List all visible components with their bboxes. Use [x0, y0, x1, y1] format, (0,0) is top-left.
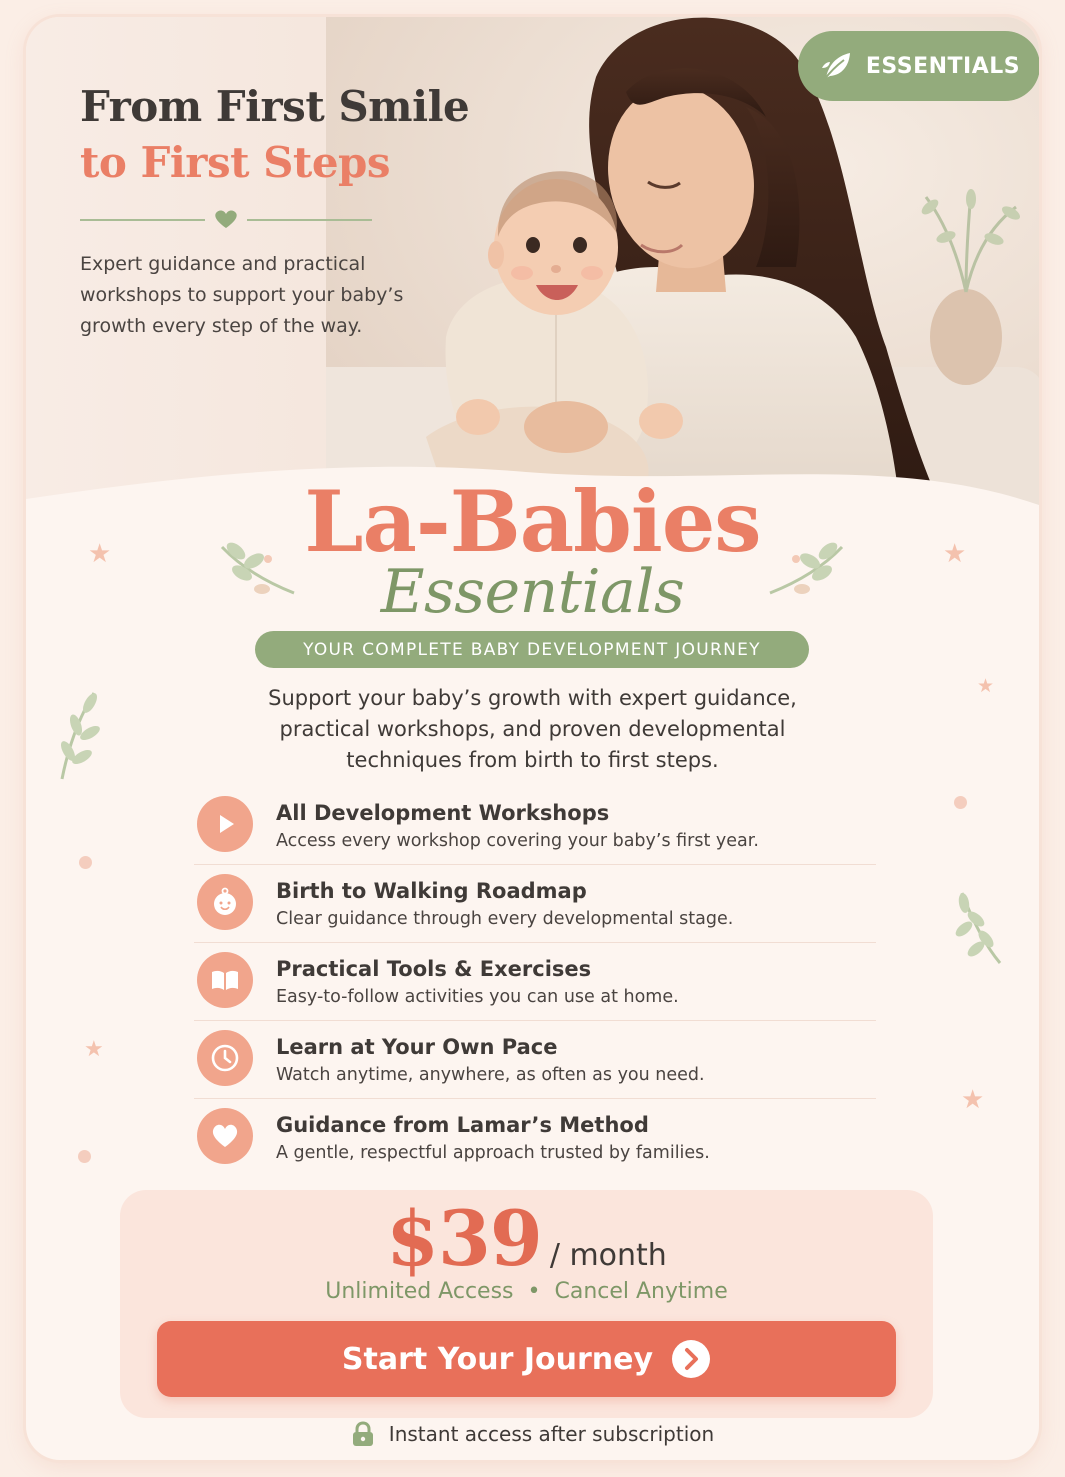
chevron-right-circle-icon: [671, 1339, 711, 1379]
star-decoration-icon: ★: [961, 1085, 985, 1115]
dot-decoration: [954, 796, 967, 809]
feature-description: Clear guidance through every developmental stage.: [276, 909, 734, 929]
feature-list: [194, 787, 876, 1177]
hero-title: [80, 79, 469, 191]
perk-separator: •: [527, 1279, 541, 1304]
price-row: [120, 1194, 933, 1283]
start-journey-label: Start Your Journey: [341, 1341, 654, 1377]
footnote: [26, 1417, 1039, 1451]
dot-decoration: [78, 1150, 91, 1163]
lock-icon: [351, 1421, 375, 1447]
feature-item-workshops: [194, 787, 876, 865]
feature-description: Access every workshop covering your baby’s first year.: [276, 831, 759, 851]
essentials-badge-label: ESSENTIALS: [865, 53, 1021, 79]
star-decoration-icon: ★: [977, 675, 995, 697]
start-journey-button[interactable]: [157, 1321, 896, 1397]
heart-icon: [197, 1108, 253, 1164]
feature-item-pace: [194, 1021, 876, 1099]
price-amount: $39: [386, 1194, 542, 1283]
price-period: / month: [549, 1238, 667, 1273]
open-book-icon: [197, 952, 253, 1008]
star-decoration-icon: ★: [88, 539, 112, 569]
heart-divider: [80, 207, 372, 233]
feature-description: A gentle, respectful approach trusted by families.: [276, 1143, 710, 1163]
essentials-badge: [798, 31, 1039, 101]
feature-title: Learn at Your Own Pace: [276, 1035, 558, 1059]
baby-face-icon: [197, 874, 253, 930]
hero-title-line1: From First Smile: [80, 82, 470, 131]
star-decoration-icon: ★: [84, 1037, 104, 1062]
hero-title-line2: to First Steps: [80, 138, 391, 187]
hero-subtitle: Expert guidance and practical workshops to support your baby’s growth every step of the way.: [80, 253, 404, 337]
feature-title: Guidance from Lamar’s Method: [276, 1113, 649, 1137]
clock-icon: [197, 1030, 253, 1086]
pricing-panel: [120, 1190, 933, 1418]
feature-item-roadmap: [194, 865, 876, 943]
perk-cancel-anytime: Cancel Anytime: [554, 1279, 728, 1304]
feature-description: Watch anytime, anywhere, as often as you need.: [276, 1065, 705, 1085]
sprig-side-left-icon: [54, 689, 104, 783]
tagline-pill: YOUR COMPLETE BABY DEVELOPMENT JOURNEY: [255, 631, 809, 668]
brand-script-title: Essentials: [380, 557, 685, 627]
feature-item-tools: [194, 943, 876, 1021]
star-decoration-icon: ★: [943, 539, 967, 569]
sprig-side-right-icon: [954, 889, 1004, 967]
feature-description: Easy-to-follow activities you can use at home.: [276, 987, 679, 1007]
feature-title: Birth to Walking Roadmap: [276, 879, 587, 903]
feature-title: All Development Workshops: [276, 801, 610, 825]
brand-name: La-Babies: [304, 472, 761, 571]
leaf-icon: [818, 48, 854, 84]
feature-title: Practical Tools & Exercises: [276, 957, 592, 981]
dot-decoration: [79, 856, 92, 869]
feature-item-method: [194, 1099, 876, 1177]
play-icon: [197, 796, 253, 852]
footnote-text: Instant access after subscription: [388, 1422, 715, 1446]
price-perks: [120, 1279, 933, 1304]
subscription-card: [26, 17, 1039, 1460]
perk-unlimited-access: Unlimited Access: [325, 1279, 514, 1304]
intro-text: Support your baby’s growth with expert guidance, practical workshops, and proven developmental techniques from birth to first steps.: [268, 686, 797, 772]
